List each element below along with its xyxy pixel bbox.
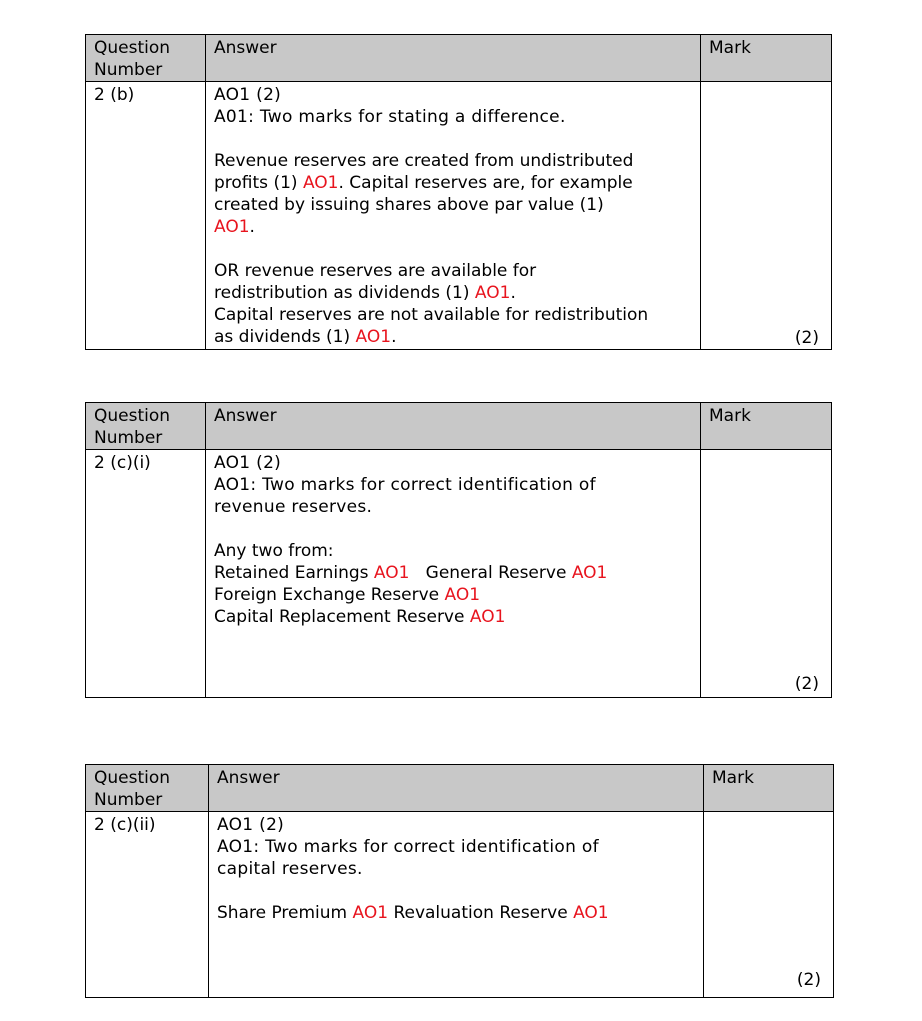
question-number: 2 (b) [86, 82, 206, 350]
mark-scheme-table-2b [85, 34, 832, 350]
ao-heading: AO1 (2) [217, 815, 285, 835]
mark-cell [704, 812, 834, 998]
answer-row [86, 450, 832, 698]
mark-value: (2) [794, 674, 819, 694]
ao-heading: AO1 (2) [214, 453, 282, 473]
ao-heading: AO1 (2) [214, 85, 282, 105]
answer-cell [206, 450, 701, 698]
answer-header: Answer [209, 765, 704, 812]
answer-header: Answer [206, 403, 701, 450]
answer-list: Retained Earnings AO1 General Reserve AO1 Foreign Exchange Reserve AO1 Capital Replacement Reserve AO1 [214, 563, 608, 627]
mark-header: Mark [701, 403, 832, 450]
answer-list: Share Premium AO1 Revaluation Reserve AO1 [217, 903, 609, 923]
mark-cell [701, 82, 832, 350]
header-row [86, 765, 834, 812]
ao-description: AO1: Two marks for correct identification of revenue reserves. [214, 475, 596, 517]
question-number-header: Question Number [86, 35, 206, 82]
answer-paragraph-1: Revenue reserves are created from undistributed profits (1) AO1. Capital reserves are, for example created by issuing shares above par value (1) AO1. [214, 151, 634, 237]
mark-scheme-table-2ci [85, 402, 832, 698]
mark-header: Mark [704, 765, 834, 812]
answer-paragraph-2: OR revenue reserves are available for redistribution as dividends (1) AO1. Capital reserves are not available for redistribution as dividends (1) AO1. [214, 261, 649, 347]
question-number-header: Question Number [86, 765, 209, 812]
answer-row [86, 82, 832, 350]
answer-header: Answer [206, 35, 701, 82]
answer-intro: Any two from: [214, 541, 334, 561]
mark-cell [701, 450, 832, 698]
answer-cell [206, 82, 701, 350]
mark-scheme-table-2cii [85, 764, 834, 998]
mark-value: (2) [794, 328, 819, 348]
ao-description: AO1: Two marks for correct identification of capital reserves. [217, 837, 599, 879]
answer-row [86, 812, 834, 998]
header-row [86, 403, 832, 450]
mark-header: Mark [701, 35, 832, 82]
mark-value: (2) [796, 970, 821, 990]
answer-cell [209, 812, 704, 998]
header-row [86, 35, 832, 82]
question-number: 2 (c)(ii) [86, 812, 209, 998]
question-number: 2 (c)(i) [86, 450, 206, 698]
question-number-header: Question Number [86, 403, 206, 450]
ao-description: A01: Two marks for stating a difference. [214, 107, 566, 127]
